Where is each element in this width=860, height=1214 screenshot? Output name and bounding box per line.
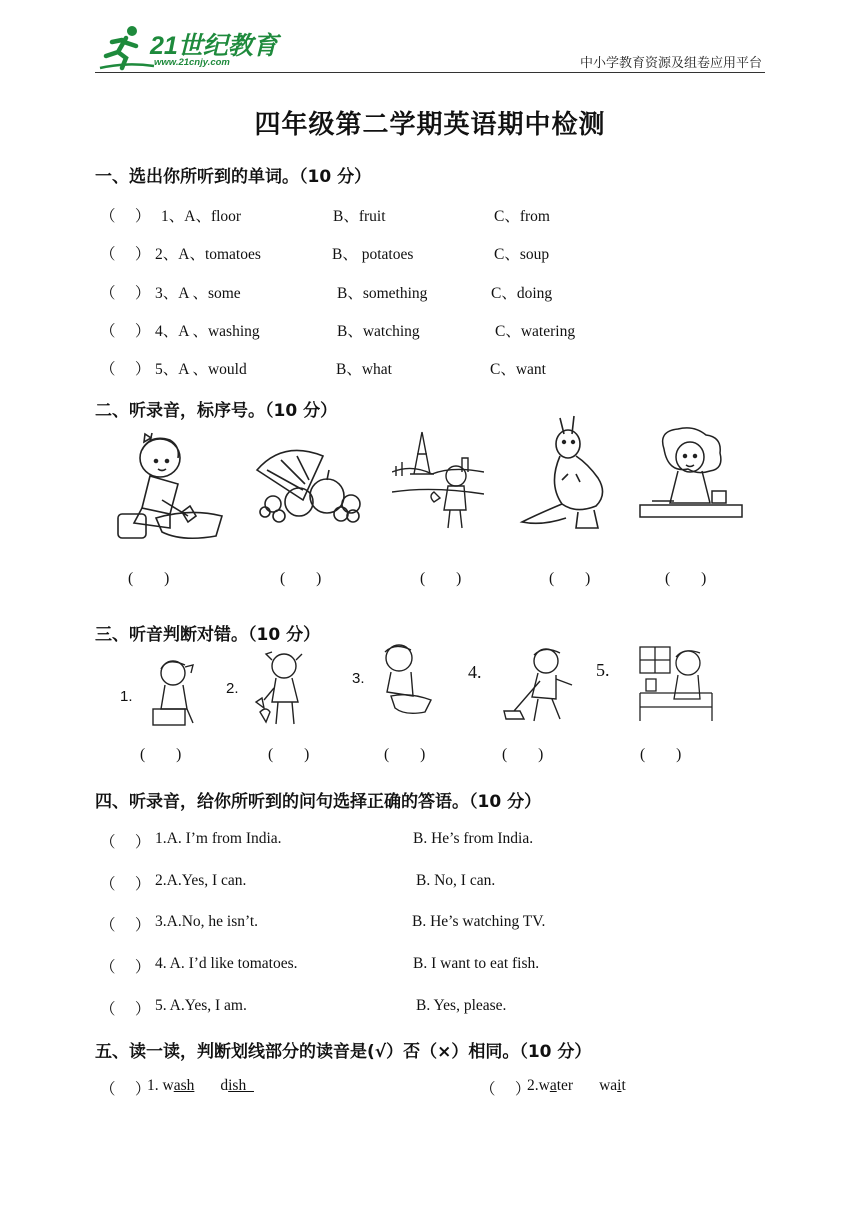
answer-paren[interactable]: （ ） <box>100 834 151 851</box>
answer-paren[interactable]: （ ） <box>100 959 151 976</box>
answer-paren[interactable]: （ ） <box>100 876 151 893</box>
option-b: B. He’s watching TV. <box>412 913 546 930</box>
picture-number: 5. <box>596 660 610 680</box>
girl-washing-icon <box>145 655 203 730</box>
answer-paren[interactable]: ( ) <box>640 746 682 763</box>
option-b: B. I want to eat fish. <box>413 955 540 972</box>
section3-heading: 三、听音判断对错。（10 分） <box>95 625 321 645</box>
answer-paren[interactable]: ( ) <box>549 570 591 587</box>
option-b: B、something <box>337 285 428 302</box>
option-a: 3、A 、some <box>155 285 241 302</box>
answer-paren[interactable]: （ ） <box>100 1081 151 1098</box>
option-b: B、 potatoes <box>332 246 414 263</box>
option-b: B. He’s from India. <box>413 830 534 847</box>
answer-paren[interactable]: ( ) <box>665 570 707 587</box>
answer-paren[interactable]: ( ) <box>420 570 462 587</box>
word-suffix: ter <box>556 1077 574 1094</box>
option-c: C、watering <box>495 323 576 340</box>
kangaroo-icon <box>518 414 608 532</box>
section5-heading: 五、读一读，判断划线部分的读音是(√）否（×）相同。（10 分） <box>95 1042 592 1062</box>
girl-watering-icon <box>252 650 312 730</box>
underlined-part: a <box>549 1077 557 1094</box>
option-a: 4、A 、washing <box>155 323 260 340</box>
option-a: 5、A 、would <box>155 361 247 378</box>
logo-url: www.21cnjy.com <box>154 57 230 68</box>
option-c: C、doing <box>491 285 553 302</box>
runner-logo-icon <box>96 22 156 72</box>
item-number: 2.w <box>527 1077 550 1094</box>
option-c: C、from <box>494 208 550 225</box>
answer-paren[interactable]: （ ） <box>100 917 151 934</box>
option-a: 3.A.No, he isn’t. <box>155 913 259 930</box>
answer-paren[interactable]: （ ） <box>100 246 151 263</box>
option-b: B、what <box>336 361 392 378</box>
answer-paren[interactable]: （ ） <box>100 361 151 378</box>
option-b: B、watching <box>337 323 420 340</box>
answer-paren[interactable]: ( ) <box>502 746 544 763</box>
underlined-part: ish <box>228 1077 254 1094</box>
answer-paren[interactable]: （ ） <box>100 323 151 340</box>
page-title: 四年级第二学期英语期中检测 <box>254 110 606 140</box>
section4-heading: 四、听录音，给你所听到的问句选择正确的答语。（10 分） <box>95 792 542 812</box>
picture-number: 2. <box>226 680 239 697</box>
platform-name: 中小学教育资源及组卷应用平台 <box>579 56 762 71</box>
option-b: B、fruit <box>333 208 386 225</box>
word-suffix: t <box>621 1077 626 1094</box>
answer-paren[interactable]: （ ） <box>480 1081 531 1098</box>
boy-mopping-icon <box>500 645 580 725</box>
answer-paren[interactable]: （ ） <box>100 1001 151 1018</box>
picture-number: 4. <box>468 662 482 682</box>
answer-paren[interactable]: （ ） <box>100 285 151 302</box>
paris-girl-icon <box>392 428 484 533</box>
option-a: 2、A、tomatoes <box>155 246 261 263</box>
section1-heading: 一、选出你所听到的单词。（10 分） <box>95 167 372 187</box>
option-a: 4. A. I’d like tomatoes. <box>155 955 298 972</box>
answer-paren[interactable]: ( ) <box>268 746 310 763</box>
picture-number: 3. <box>352 670 365 687</box>
logo-text: 21世纪教育 <box>150 32 278 60</box>
answer-paren[interactable]: ( ) <box>140 746 182 763</box>
boy-kitchen-icon <box>638 645 714 725</box>
header-divider <box>95 72 765 73</box>
option-c: C、soup <box>494 246 550 263</box>
option-a: 1.A. I’m from India. <box>155 830 282 847</box>
girl-washing-clothes-icon <box>112 428 227 546</box>
answer-paren[interactable]: ( ) <box>384 746 426 763</box>
option-a: 1、A、floor <box>161 208 242 225</box>
underlined-part: ash <box>173 1077 195 1094</box>
option-a: 5. A.Yes, I am. <box>155 997 247 1014</box>
item-number: 1. w <box>147 1077 174 1094</box>
option-c: C、want <box>490 361 546 378</box>
answer-paren[interactable]: ( ) <box>280 570 322 587</box>
girl-washing-basin-icon <box>375 642 435 722</box>
word-prefix: d <box>220 1077 229 1094</box>
phonics-item-2 <box>527 1077 626 1095</box>
picture-number: 1. <box>120 688 133 705</box>
answer-paren[interactable]: ( ) <box>128 570 170 587</box>
option-b: B. No, I can. <box>416 872 496 889</box>
fruit-pile-icon <box>253 440 363 525</box>
option-b: B. Yes, please. <box>416 997 507 1014</box>
phonics-item-1 <box>147 1077 254 1095</box>
girl-cooking-icon <box>638 425 744 525</box>
word-prefix: wa <box>599 1077 618 1094</box>
underlined-part: i <box>617 1077 622 1094</box>
answer-paren[interactable]: （ ） <box>100 208 151 225</box>
option-a: 2.A.Yes, I can. <box>155 872 247 889</box>
section2-heading: 二、听录音，标序号。（10 分） <box>95 401 338 421</box>
